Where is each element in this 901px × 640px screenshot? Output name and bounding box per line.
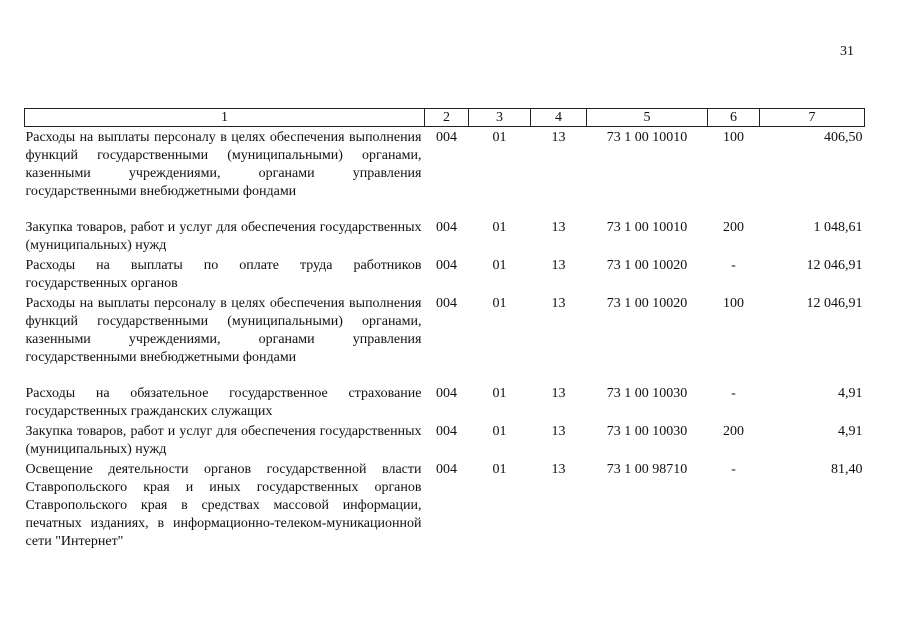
subsection-code: 13 [551, 258, 566, 273]
expense-name: Закупка товаров, работ и услуг для обеспечения государственных (муниципальных) нужд [25, 220, 422, 253]
expense-type-code: - [731, 386, 736, 401]
subsection-code: 13 [551, 220, 566, 235]
ministry-code: 004 [436, 386, 457, 401]
target-article-code: 73 1 00 10030 [606, 386, 688, 401]
column-header: 4 [531, 109, 587, 127]
amount: 1 048,61 [813, 220, 863, 235]
column-header: 2 [425, 109, 469, 127]
table-row [25, 385, 865, 423]
section-code: 01 [492, 296, 507, 311]
table-row [25, 127, 865, 220]
subsection-code: 13 [551, 296, 566, 311]
table-row [25, 423, 865, 461]
target-article-code: 73 1 00 10020 [606, 258, 688, 273]
section-code: 01 [492, 386, 507, 401]
expense-name: Закупка товаров, работ и услуг для обеспечения государственных (муниципальных) нужд [25, 424, 422, 457]
section-code: 01 [492, 424, 507, 439]
amount: 81,40 [831, 462, 863, 477]
expense-type-code: 200 [723, 424, 744, 439]
expense-name: Расходы на выплаты персоналу в целях обеспечения выполнения функций государственными (муниципальными) органами, казенными учреждениями, органами управления государственными внебюджетными фондами [25, 130, 422, 199]
column-header: 5 [587, 109, 708, 127]
expense-type-code: 100 [723, 296, 744, 311]
section-code: 01 [492, 258, 507, 273]
amount: 406,50 [824, 130, 863, 145]
subsection-code: 13 [551, 386, 566, 401]
expense-name: Освещение деятельности органов государственной власти Ставропольского края и иных государственных органов Ставропольского края в средствах массовой информации, печатных изданиях, в информационно-телеком-муникационной сети "Интернет" [25, 462, 422, 549]
expense-type-code: - [731, 462, 736, 477]
page-number: 31 [840, 44, 854, 59]
table-row [25, 295, 865, 385]
column-header: 1 [25, 109, 425, 127]
table-row [25, 461, 865, 553]
ministry-code: 004 [436, 424, 457, 439]
target-article-code: 73 1 00 10010 [606, 220, 688, 235]
amount: 4,91 [838, 386, 863, 401]
target-article-code: 73 1 00 10030 [606, 424, 688, 439]
expense-type-code: 100 [723, 130, 744, 145]
amount: 4,91 [838, 424, 863, 439]
column-header: 6 [708, 109, 760, 127]
section-code: 01 [492, 220, 507, 235]
budget-table [24, 108, 865, 553]
amount: 12 046,91 [806, 258, 863, 273]
table-row [25, 219, 865, 257]
section-code: 01 [492, 130, 507, 145]
expense-type-code: 200 [723, 220, 744, 235]
table-row [25, 257, 865, 295]
section-code: 01 [492, 462, 507, 477]
target-article-code: 73 1 00 10020 [606, 296, 688, 311]
column-header: 7 [760, 109, 865, 127]
ministry-code: 004 [436, 220, 457, 235]
target-article-code: 73 1 00 98710 [606, 462, 688, 477]
target-article-code: 73 1 00 10010 [606, 130, 688, 145]
ministry-code: 004 [436, 258, 457, 273]
ministry-code: 004 [436, 462, 457, 477]
table-header-row [25, 109, 865, 127]
expense-type-code: - [731, 258, 736, 273]
amount: 12 046,91 [806, 296, 863, 311]
subsection-code: 13 [551, 130, 566, 145]
subsection-code: 13 [551, 462, 566, 477]
column-header: 3 [469, 109, 531, 127]
ministry-code: 004 [436, 296, 457, 311]
subsection-code: 13 [551, 424, 566, 439]
expense-name: Расходы на выплаты по оплате труда работников государственных органов [25, 258, 422, 291]
expense-name: Расходы на обязательное государственное страхование государственных гражданских служащих [25, 386, 422, 419]
expense-name: Расходы на выплаты персоналу в целях обеспечения выполнения функций государственными (муниципальными) органами, казенными учреждениями, органами управления государственными внебюджетными фондами [25, 296, 422, 365]
ministry-code: 004 [436, 130, 457, 145]
